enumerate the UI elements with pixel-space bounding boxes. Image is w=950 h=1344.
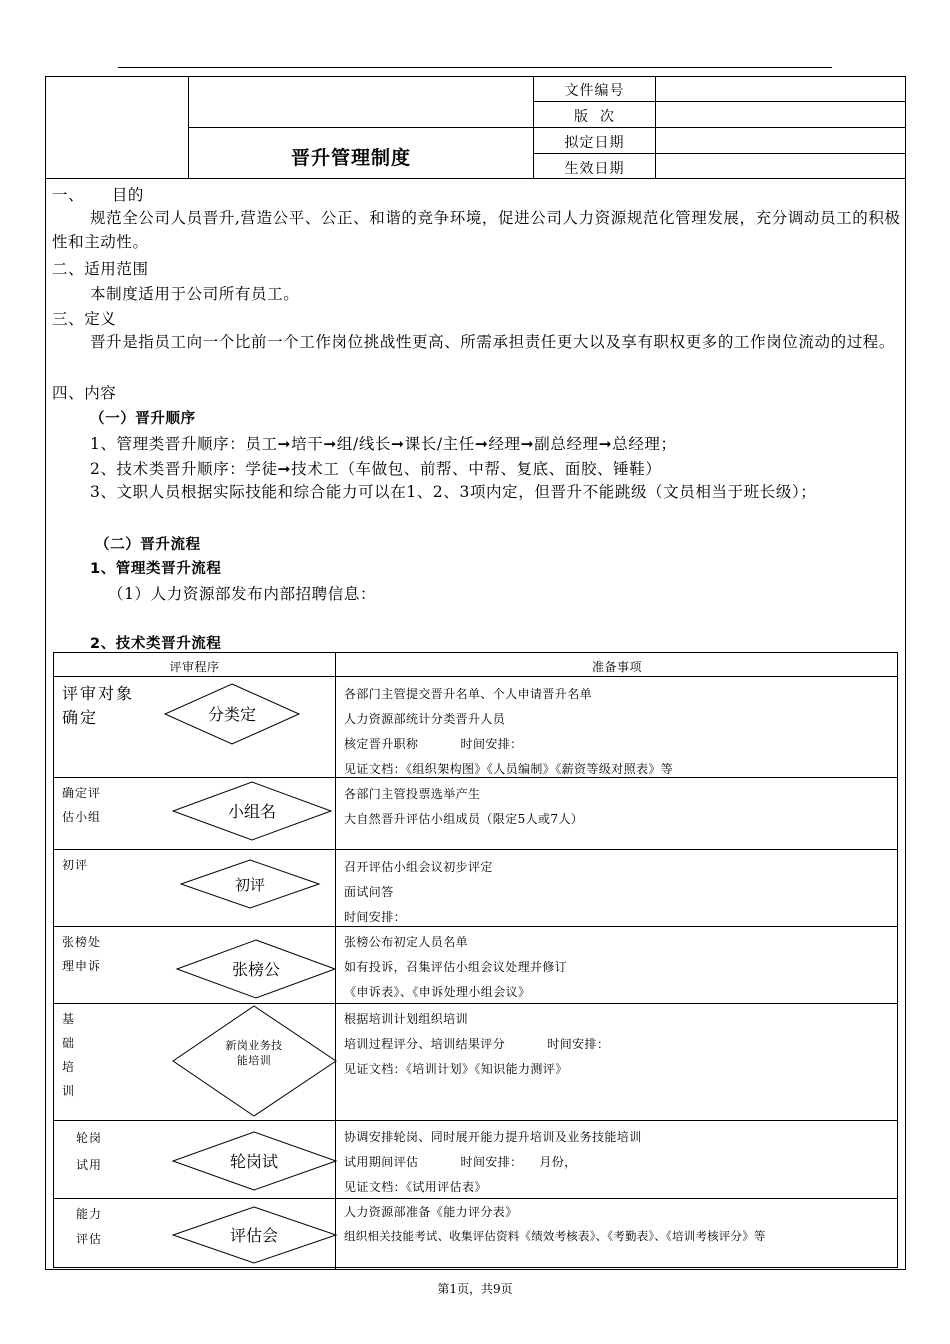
column-header-procedure: 评审程序	[169, 660, 220, 674]
subsection-1-title: （一）晋升顺序	[90, 411, 196, 427]
prep-item: 组织相关技能考试、收集评估资料《绩效考核表》、《考勤表》、《培训考核评分》等	[344, 1229, 766, 1243]
section-2-title: 二、适用范围	[52, 260, 149, 278]
review-table-row-line	[54, 676, 898, 677]
process-diamond-label: 新岗业务技能培训	[225, 1039, 283, 1067]
prep-item: 见证文档：《试用评估表》	[344, 1180, 487, 1194]
process-diamond-label: 初评	[234, 876, 266, 894]
column-header-preparation: 准备事项	[591, 660, 642, 674]
prep-item: 《申诉表》、《申诉处理小组会议》	[344, 985, 531, 999]
process-diamond	[180, 859, 320, 909]
process-diamond-label: 小组名	[227, 802, 277, 821]
section-2-body: 本制度适用于公司所有员工。	[90, 285, 300, 303]
section-4-title: 四、内容	[52, 384, 117, 402]
prep-item: 召开评估小组会议初步评定	[344, 860, 493, 874]
meta-label-draft-date: 拟定日期	[564, 135, 625, 151]
process-diamond	[172, 1206, 337, 1264]
section-1-body: 规范全公司人员晋升,营造公平、公正、和谐的竞争环境，促进公司人力资源规范化管理发展，充分调动员工的积极性和主动性。	[52, 209, 901, 251]
prep-item: 根据培训计划组织培训	[344, 1012, 469, 1026]
prep-item: 试用期间评估 时间安排： 月份，	[344, 1155, 577, 1169]
header-divider	[46, 178, 906, 179]
prep-item: 各部门主管提交晋升名单、个人申请晋升名单	[344, 687, 593, 701]
review-table	[53, 652, 898, 1268]
process-diamond-label: 评估会	[229, 1226, 279, 1245]
meta-label-doc-number: 文件编号	[564, 83, 625, 99]
prep-item: 协调安排轮岗、同时展开能力提升培训及业务技能培训	[344, 1130, 642, 1144]
header-divider	[533, 101, 906, 102]
process-diamond-label: 轮岗试	[229, 1152, 279, 1171]
prep-item: 大自然晋升评估小组成员（限定5人或7人）	[344, 812, 584, 826]
process-diamond	[176, 939, 336, 999]
management-flow-step-1: （1）人力资源部发布内部招聘信息：	[108, 585, 377, 603]
process-diamond-label: 分类定	[207, 705, 257, 724]
prep-item: 见证文档：《培训计划》《知识能力测评》	[344, 1062, 568, 1076]
row-label: 评审对象确定	[62, 684, 135, 727]
prep-item: 各部门主管投票选举产生	[344, 787, 481, 801]
document-title: 晋升管理制度	[291, 147, 412, 169]
row-label: 初评	[62, 858, 89, 872]
promotion-order-item-2: 2、技术类晋升顺序：学徒➞技术工（车做包、前帮、中帮、复底、面胶、锤鞋）	[90, 460, 662, 478]
page-number: 第1页，共9页	[437, 1282, 513, 1296]
management-flow-title: 1、管理类晋升流程	[90, 561, 222, 577]
subsection-2-title: （二）晋升流程	[95, 537, 201, 553]
meta-label-effective-date: 生效日期	[564, 161, 625, 177]
prep-item: 培训过程评分、培训结果评分 时间安排：	[344, 1037, 610, 1051]
review-table-row-line	[54, 1120, 898, 1121]
prep-item: 人力资源部准备《能力评分表》	[344, 1205, 518, 1219]
prep-item: 张榜公布初定人员名单	[344, 935, 469, 949]
review-table-row-line	[54, 849, 898, 850]
promotion-order-item-3: 3、文职人员根据实际技能和综合能力可以在1、2、3项内定，但晋升不能跳级（文员相当于班长级）；	[90, 483, 817, 501]
header-divider	[533, 153, 906, 154]
review-table-row-line	[54, 1198, 898, 1199]
process-diamond	[164, 683, 300, 745]
process-diamond-label: 张榜公	[231, 960, 281, 979]
review-table-row-line	[54, 777, 898, 778]
prep-item: 如有投诉，召集评估小组会议处理并修订	[344, 960, 568, 974]
row-label: 张榜处理申诉	[62, 935, 102, 973]
section-3-title: 三、定义	[52, 310, 117, 328]
promotion-order-item-1: 1、管理类晋升顺序：员工➞培干➞组/线长➞课长/主任➞经理➞副总经理➞总经理；	[90, 435, 677, 453]
review-table-row-line	[54, 926, 898, 927]
prep-item: 核定晋升职称 时间安排：	[344, 737, 523, 751]
section-1-title: 一、 目的	[52, 186, 145, 204]
meta-label-version: 版 次	[574, 109, 615, 125]
row-label: 能力评估	[76, 1207, 103, 1246]
row-label: 轮岗试用	[76, 1131, 103, 1172]
prep-item: 见证文档：《组织架构图》《人员编制》《薪资等级对照表》等	[344, 762, 674, 776]
review-table-row-line	[54, 1003, 898, 1004]
row-label: 基础培训	[62, 1012, 77, 1098]
technical-flow-title: 2、技术类晋升流程	[90, 636, 222, 652]
process-diamond	[172, 1131, 337, 1191]
prep-item: 面试问答	[344, 885, 394, 899]
header-rule	[118, 67, 832, 68]
prep-item: 时间安排：	[344, 910, 407, 924]
section-3-body: 晋升是指员工向一个比前一个工作岗位挑战性更高、所需承担责任更大以及享有职权更多的工作岗位流动的过程。	[90, 333, 896, 351]
row-label: 确定评估小组	[62, 786, 102, 824]
process-diamond	[172, 781, 332, 841]
header-divider	[188, 127, 906, 128]
prep-item: 人力资源部统计分类晋升人员	[344, 712, 506, 726]
